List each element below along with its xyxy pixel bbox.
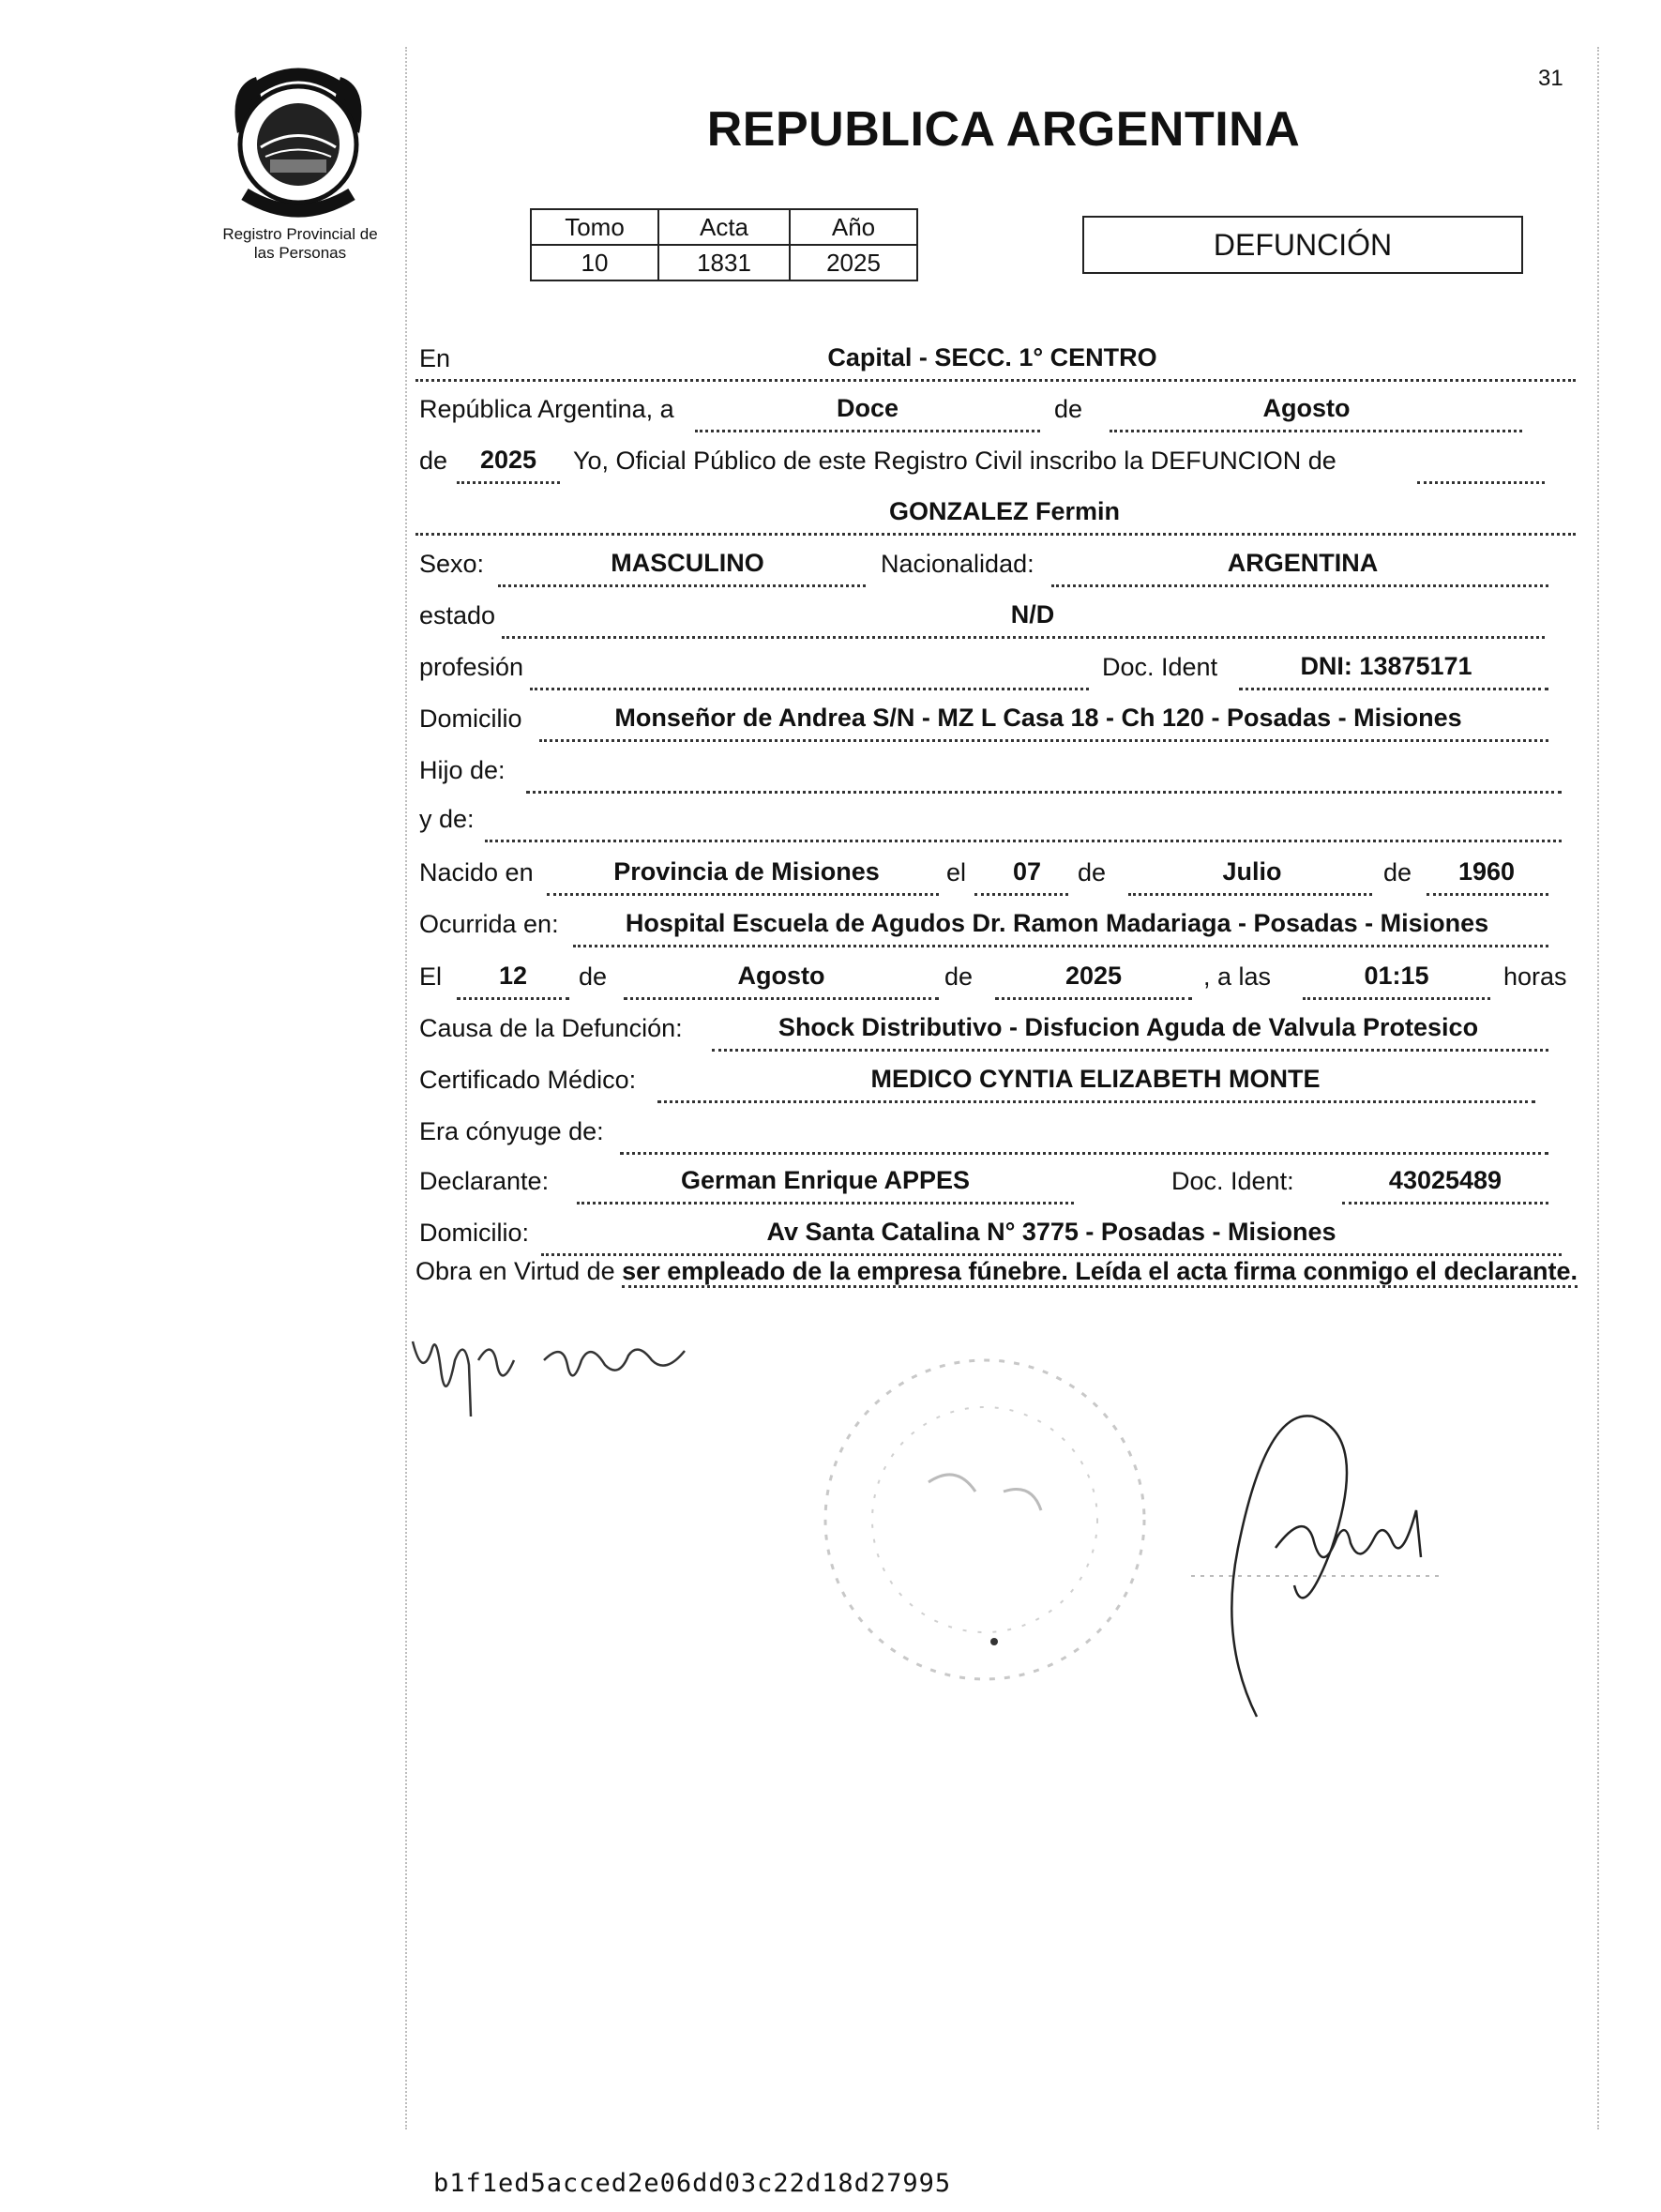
sexo-label: Sexo: [419, 550, 485, 578]
conyuge-label: Era cónyuge de: [419, 1117, 604, 1145]
obra-label: Obra en Virtud de [415, 1257, 615, 1285]
death-day-value: 12 [498, 962, 528, 990]
birth-year-underline [1427, 893, 1548, 896]
year-value: 2025 [479, 446, 537, 474]
de-label-2: de [419, 447, 448, 475]
row-ocurrida [415, 901, 1576, 945]
de-label-1: de [1054, 395, 1083, 423]
sexo-value: MASCULINO [611, 549, 764, 577]
registry-name [188, 225, 413, 263]
row-profesion [415, 644, 1576, 688]
profesion-underline [530, 688, 1089, 690]
causa-value: Shock Distributivo - Disfucion Aguda de Valvula Protesico [778, 1013, 1479, 1041]
causa-underline [712, 1049, 1548, 1052]
document-hash: b1f1ed5acced2e06dd03c22d18d27995 [433, 2169, 952, 2198]
month-underline [1110, 430, 1522, 432]
death-time-value: 01:15 [1364, 962, 1429, 990]
row-declarante [415, 1159, 1576, 1202]
registry-line-2: las Personas [253, 244, 347, 262]
declarante-value: German Enrique APPES [680, 1166, 971, 1194]
de-label-3: de [1078, 858, 1107, 886]
de-label-5: de [579, 962, 608, 991]
nacionalidad-label: Nacionalidad: [881, 550, 1034, 578]
estado-value: N/D [1010, 600, 1055, 629]
decl-domicilio-label: Domicilio: [419, 1219, 530, 1247]
horas-label: horas [1503, 962, 1567, 991]
death-day-underline [457, 997, 569, 1000]
row-domicilio [415, 696, 1576, 739]
row-fecha-defuncion [415, 954, 1576, 997]
doc-ident-value: DNI: 13875171 [1300, 652, 1472, 680]
causa-label: Causa de la Defunción: [419, 1014, 683, 1042]
death-month-value: Agosto [737, 962, 825, 990]
record-value-row [531, 245, 917, 280]
declarante-underline [577, 1202, 1074, 1204]
record-header-row [531, 209, 917, 245]
ocurrida-value: Hospital Escuela de Agudos Dr. Ramon Madariaga - Posadas - Misiones [625, 909, 1489, 937]
row-nacido [415, 850, 1576, 893]
decl-domicilio-value: Av Santa Catalina N° 3775 - Posadas - Misiones [766, 1218, 1336, 1246]
republica-label: República Argentina, a [419, 395, 674, 423]
death-month-underline [624, 997, 939, 1000]
row-causa [415, 1006, 1576, 1049]
alas-label: , a las [1203, 962, 1272, 991]
day-word-value: Doce [836, 394, 899, 422]
domicilio-label: Domicilio [419, 705, 522, 733]
row-hijo [415, 748, 1576, 791]
profesion-label: profesión [419, 653, 524, 681]
anio-value: 2025 [790, 245, 917, 280]
nacionalidad-value: ARGENTINA [1227, 549, 1379, 577]
row-estado [415, 593, 1576, 636]
official-stamp [816, 1351, 1154, 1689]
page-title: REPUBLICA ARGENTINA [706, 102, 1301, 157]
declarante-label: Declarante: [419, 1167, 550, 1195]
anio-header: Año [790, 209, 917, 245]
nacido-label: Nacido en [419, 858, 534, 886]
el-label: el [946, 858, 967, 886]
certificado-value: MEDICO CYNTIA ELIZABETH MONTE [870, 1065, 1321, 1093]
yde-label: y de: [419, 805, 475, 833]
month-value: Agosto [1262, 394, 1351, 422]
province-seal-logo [219, 58, 378, 223]
record-type-box: DEFUNCIÓN [1082, 216, 1523, 274]
acta-value: 1831 [658, 245, 790, 280]
domicilio-underline [539, 739, 1548, 742]
decl-doc-label: Doc. Ident: [1171, 1167, 1294, 1195]
nacido-value: Provincia de Misiones [613, 857, 880, 886]
death-year-underline [995, 997, 1192, 1000]
doc-ident-underline [1239, 688, 1548, 690]
row-conyuge [415, 1109, 1576, 1152]
inscribo-text: Yo, Oficial Público de este Registro Civil inscribo la DEFUNCION de [573, 447, 1336, 475]
birth-year-value: 1960 [1457, 857, 1516, 886]
inscribo-underline [1417, 481, 1545, 484]
nacido-underline [547, 893, 939, 896]
registry-line-1: Registro Provincial de [222, 225, 378, 243]
tomo-header: Tomo [531, 209, 658, 245]
decl-doc-value: 43025489 [1388, 1166, 1502, 1194]
estado-underline [502, 636, 1545, 639]
row-republica [415, 386, 1576, 430]
conyuge-underline [620, 1152, 1548, 1155]
row-yde [415, 796, 1576, 840]
hijo-label: Hijo de: [419, 756, 506, 784]
decl-doc-underline [1342, 1202, 1548, 1204]
domicilio-value: Monseñor de Andrea S/N - MZ L Casa 18 - Ch 120 - Posadas - Misiones [614, 704, 1462, 732]
en-label: En [419, 344, 451, 372]
left-margin-line [405, 47, 407, 2129]
ocurrida-underline [573, 945, 1548, 947]
year-underline [457, 481, 560, 484]
tomo-value: 10 [531, 245, 658, 280]
doc-ident-label: Doc. Ident [1102, 653, 1218, 681]
row-decl-domicilio [415, 1210, 1576, 1253]
row-deceased-name [415, 490, 1576, 536]
certificado-underline [657, 1100, 1535, 1103]
sexo-underline [498, 584, 866, 587]
row-certificado [415, 1057, 1576, 1100]
birth-day-underline [974, 893, 1068, 896]
hijo-underline [526, 791, 1562, 794]
death-year-value: 2025 [1065, 962, 1123, 990]
de-label-6: de [944, 962, 974, 991]
obra-value: ser empleado de la empresa fúnebre. Leída el acta firma conmigo el declarante. [622, 1257, 1578, 1288]
certificado-label: Certificado Médico: [419, 1066, 637, 1094]
estado-label: estado [419, 601, 496, 629]
obra-paragraph [415, 1252, 1578, 1290]
death-time-underline [1303, 997, 1490, 1000]
birth-day-value: 07 [1012, 857, 1042, 886]
birth-month-underline [1128, 893, 1372, 896]
registrar-signature [1163, 1360, 1501, 1754]
row-year-inscribo [415, 438, 1576, 481]
row-en [415, 336, 1576, 382]
de-label-4: de [1383, 858, 1412, 886]
birth-month-value: Julio [1222, 857, 1282, 886]
nacionalidad-underline [1051, 584, 1548, 587]
acta-header: Acta [658, 209, 790, 245]
page-number: 31 [1538, 66, 1563, 91]
day-underline [695, 430, 1040, 432]
yde-underline [485, 840, 1562, 842]
declarant-signature [403, 1323, 722, 1435]
right-margin-line [1597, 47, 1599, 2129]
el-cap-label: El [419, 962, 443, 991]
row-sexo [415, 541, 1576, 584]
ocurrida-label: Ocurrida en: [419, 910, 559, 938]
deceased-name: GONZALEZ Fermin [888, 497, 1121, 525]
record-table [530, 208, 918, 281]
en-value: Capital - SECC. 1° CENTRO [827, 343, 1157, 371]
